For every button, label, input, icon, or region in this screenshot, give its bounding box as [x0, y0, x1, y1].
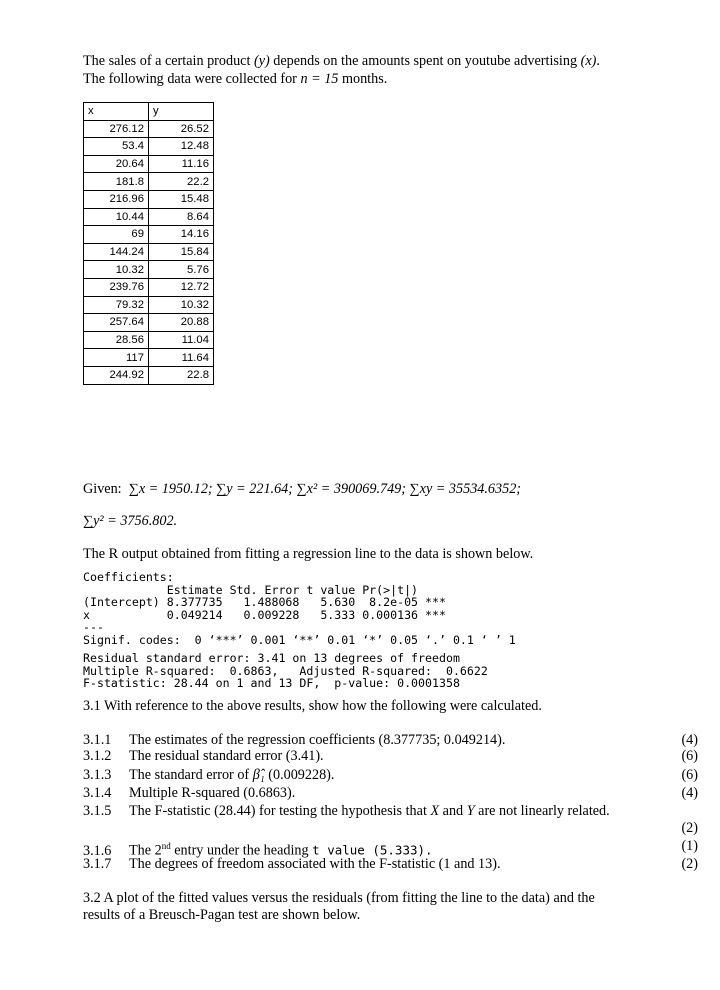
table-row [84, 331, 214, 349]
marks: (2) [681, 856, 698, 872]
question-3-2-line-1: 3.2 A plot of the fitted values versus the residuals (from fitting the line to the data) and the [83, 890, 595, 906]
table-row [84, 208, 214, 226]
intro-text: The following data were collected for [83, 71, 301, 87]
superscript: nd [161, 841, 171, 851]
cell-x: 10.32 [84, 261, 149, 279]
cell-x: 53.4 [84, 138, 149, 156]
table-row [84, 226, 214, 244]
cell-x: 216.96 [84, 190, 149, 208]
subquestion-number: 3.1.1 [83, 732, 112, 748]
subquestion-number: 3.1.3 [83, 767, 112, 783]
subquestion-3-1-3 [83, 767, 698, 783]
cell-x: 69 [84, 226, 149, 244]
math-X: X [430, 803, 440, 819]
cell-x: 276.12 [84, 120, 149, 138]
subquestion-3-1-2 [83, 748, 698, 764]
subquestion-3-1-1 [83, 732, 698, 748]
intro-text: The sales of a certain product [83, 53, 254, 69]
math-Y: Y [466, 803, 475, 819]
data-table [83, 102, 214, 385]
r-coefficients-output [83, 571, 516, 646]
code-text: t value (5.333). [312, 842, 433, 858]
cell-y: 12.72 [149, 278, 214, 296]
r-output-line: (Intercept) 8.377735 1.488068 5.630 8.2e-05 *** [83, 595, 446, 609]
marks: (6) [681, 748, 698, 764]
intro-line-2 [83, 71, 387, 87]
subquestion-text: are not linearly related. [474, 803, 610, 819]
r-output-line: Residual standard error: 3.41 on 13 degrees of freedom [83, 651, 460, 665]
table-row [84, 261, 214, 279]
cell-y: 5.76 [149, 261, 214, 279]
cell-x: 79.32 [84, 296, 149, 314]
subquestion-text: Multiple R-squared (0.6863). [129, 785, 296, 801]
subquestion-text: The standard error of [129, 767, 253, 783]
subquestion-number: 3.1.2 [83, 748, 112, 764]
given-line-1 [83, 481, 521, 497]
cell-y: 14.16 [149, 226, 214, 244]
subquestion-text: The 2 [129, 842, 162, 859]
cell-x: 181.8 [84, 173, 149, 191]
subquestion-text: The residual standard error (3.41). [129, 748, 324, 764]
cell-x: 20.64 [84, 155, 149, 173]
marks: (2) [681, 820, 698, 836]
marks: (4) [681, 732, 698, 748]
column-header-y: y [149, 103, 214, 121]
marks: (1) [681, 838, 698, 854]
cell-y: 15.84 [149, 243, 214, 261]
r-summary-output [83, 652, 488, 690]
beta-hat-symbol: β̂₁ [252, 767, 265, 783]
math-y: (y) [253, 53, 270, 69]
subquestion-text: The F-statistic (28.44) for testing the hypothesis that [129, 803, 431, 819]
r-output-line: Signif. codes: 0 ‘***’ 0.001 ‘**’ 0.01 ‘*’ 0.05 ‘.’ 0.1 ‘ ’ 1 [83, 632, 516, 647]
subquestion-text: The estimates of the regression coefficients (8.377735; 0.049214). [129, 732, 506, 748]
intro-line-1 [83, 53, 600, 69]
subquestion-text: entry under the heading [170, 842, 313, 859]
marks: (4) [681, 785, 698, 801]
r-intro-text: The R output obtained from fitting a regression line to the data is shown below. [83, 546, 534, 562]
subquestion-text: The degrees of freedom associated with the F-statistic (1 and 13). [129, 856, 501, 872]
cell-y: 26.52 [149, 120, 214, 138]
r-output-line: x 0.049214 0.009228 5.333 0.000136 *** [83, 607, 446, 622]
intro-text: . [596, 53, 600, 69]
cell-x: 239.76 [84, 278, 149, 296]
question-3-1: 3.1 With reference to the above results, show how the following were calculated. [83, 698, 542, 714]
cell-x: 144.24 [84, 243, 149, 261]
cell-x: 10.44 [84, 208, 149, 226]
marks: (6) [681, 767, 698, 783]
table-row [84, 120, 214, 138]
r-output-line: F-statistic: 28.44 on 1 and 13 DF, p-value: 0.0001358 [83, 676, 460, 690]
subquestion-3-1-7 [83, 856, 698, 872]
table-row [84, 190, 214, 208]
cell-y: 11.16 [149, 155, 214, 173]
table-row [84, 314, 214, 332]
r-output-line: --- [83, 620, 104, 634]
given-sums: ∑x = 1950.12; ∑y = 221.64; ∑x² = 390069.749; ∑xy = 35534.6352; [128, 481, 522, 497]
intro-text: depends on the amounts spent on youtube advertising [269, 53, 581, 69]
cell-y: 10.32 [149, 296, 214, 314]
subquestion-number: 3.1.4 [83, 785, 112, 801]
cell-y: 12.48 [149, 138, 214, 156]
table-row [84, 296, 214, 314]
cell-x: 117 [84, 349, 149, 367]
cell-x: 257.64 [84, 314, 149, 332]
subquestion-number: 3.1.7 [83, 856, 112, 872]
question-3-2-line-2: results of a Breusch-Pagan test are shown below. [83, 907, 361, 923]
cell-y: 22.8 [149, 366, 214, 384]
table-header-row [84, 103, 214, 121]
math-x: (x) [580, 53, 597, 69]
subquestion-number: 3.1.6 [83, 842, 112, 859]
table-row [84, 366, 214, 384]
table-row [84, 138, 214, 156]
table-row [84, 243, 214, 261]
cell-x: 244.92 [84, 366, 149, 384]
r-output-line: Coefficients: [83, 570, 174, 584]
intro-text: months. [338, 71, 388, 87]
table-row [84, 155, 214, 173]
cell-y: 11.04 [149, 331, 214, 349]
cell-x: 28.56 [84, 331, 149, 349]
column-header-x: x [84, 103, 149, 121]
cell-y: 8.64 [149, 208, 214, 226]
table-row [84, 278, 214, 296]
cell-y: 22.2 [149, 173, 214, 191]
cell-y: 20.88 [149, 314, 214, 332]
given-sum-y2: ∑y² = 3756.802. [83, 513, 178, 529]
cell-y: 15.48 [149, 190, 214, 208]
table-row [84, 173, 214, 191]
subquestion-3-1-5 [83, 803, 698, 819]
given-line-2 [83, 513, 177, 529]
cell-y: 11.64 [149, 349, 214, 367]
r-output-line: Estimate Std. Error t value Pr(>|t|) [83, 582, 419, 597]
given-label: Given: [83, 481, 122, 497]
subquestion-text: (0.009228). [264, 767, 335, 783]
subquestion-text: and [439, 803, 467, 819]
r-output-line: Multiple R-squared: 0.6863, Adjusted R-squared: 0.6622 [83, 663, 488, 678]
table-row [84, 349, 214, 367]
math-n: n = 15 [300, 71, 339, 87]
subquestion-number: 3.1.5 [83, 803, 112, 819]
subquestion-3-1-4 [83, 785, 698, 801]
